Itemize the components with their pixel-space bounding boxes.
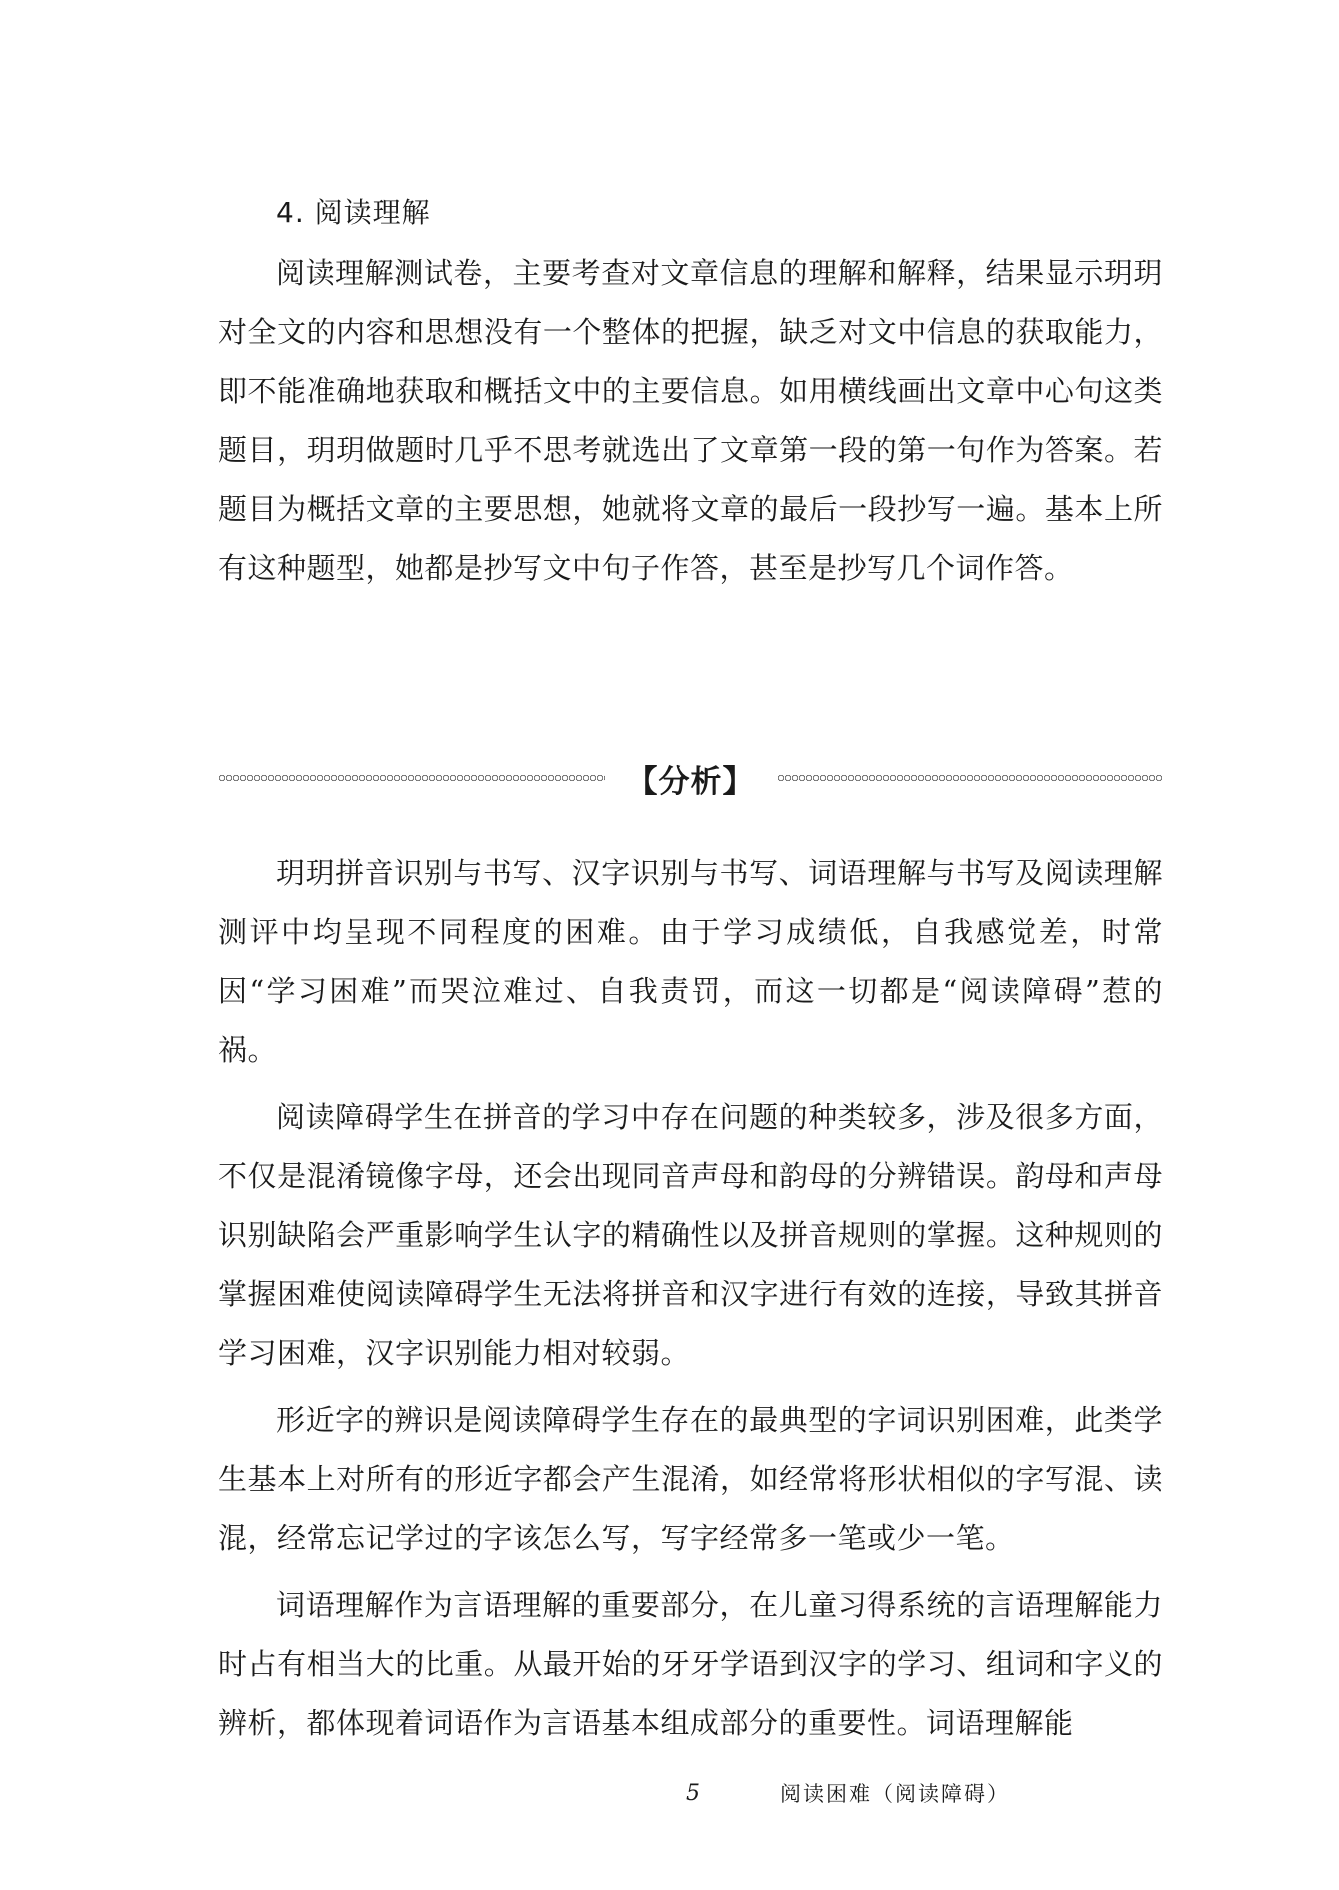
paragraph: 阅读障碍学生在拼音的学习中存在问题的种类较多，涉及很多方面，不仅是混淆镜像字母，还会出现同音声母和韵母的分辨错误。韵母和声母识别缺陷会严重影响学生认字的精确性以及拼音规则的掌握。这种规则的掌握困难使阅读障碍学生无法将拼音和汉字进行有效的连接，导致其拼音学习困难，汉字识别能力相对较弱。 — [218, 1100, 1163, 1370]
analysis-section — [218, 844, 1163, 1753]
page-number: 5 — [686, 1781, 700, 1806]
paragraph: 形近字的辨识是阅读障碍学生存在的最典型的字词识别困难，此类学生基本上对所有的形近字都会产生混淆，如经常将形状相似的字写混、读混，经常忘记学过的字该怎么写，写字经常多一笔或少一笔。 — [218, 1403, 1163, 1555]
analysis-label: 【分析】 — [626, 763, 755, 800]
paragraph: 玥玥拼音识别与书写、汉字识别与书写、词语理解与书写及阅读理解测评中均呈现不同程度的困难。由于学习成绩低，自我感觉差，时常因“学习困难”而哭泣难过、自我责罚，而这一切都是“阅读障碍”惹的祸。 — [218, 856, 1163, 1067]
running-title: 阅读困难（阅读障碍） — [780, 1782, 1010, 1806]
page-footer — [0, 1778, 1339, 1810]
section-heading: 4. 阅读理解 — [276, 196, 431, 229]
analysis-divider — [218, 758, 1163, 798]
paragraph: 阅读理解测试卷，主要考查对文章信息的理解和解释，结果显示玥玥对全文的内容和思想没有一个整体的把握，缺乏对文中信息的获取能力，即不能准确地获取和概括文中的主要信息。如用横线画出文章中心句这类题目，玥玥做题时几乎不思考就选出了文章第一段的第一句作为答案。若题目为概括文章的主要思想，她就将文章的最后一段抄写一遍。基本上所有这种题型，她都是抄写文中句子作答，甚至是抄写几个词作答。 — [218, 256, 1163, 585]
reading-comprehension-section — [218, 244, 1163, 598]
divider-ornament-right — [777, 773, 1164, 783]
divider-ornament-left — [218, 773, 605, 783]
paragraph: 词语理解作为言语理解的重要部分，在儿童习得系统的言语理解能力时占有相当大的比重。从最开始的牙牙学语到汉字的学习、组词和字义的辨析，都体现着词语作为言语基本组成部分的重要性。词语理解能 — [218, 1588, 1163, 1740]
